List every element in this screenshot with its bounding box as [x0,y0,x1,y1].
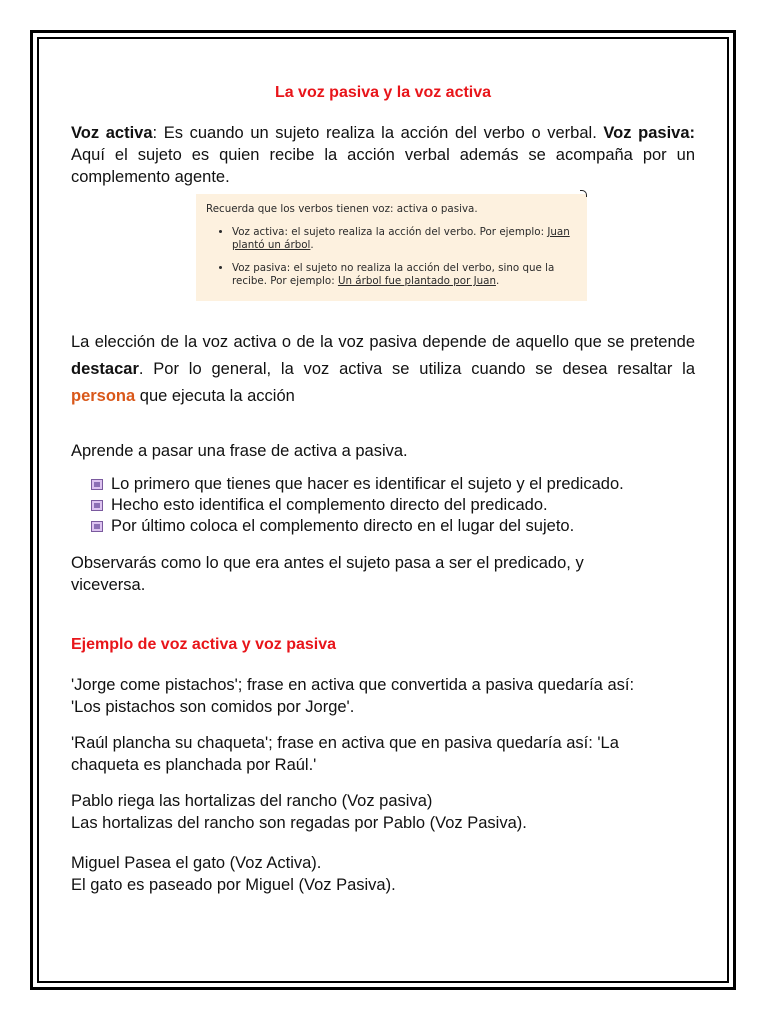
observation-paragraph: Observarás como lo que era antes el sujeto pasa a ser el predicado, y viceversa. [71,554,584,594]
step-text: Lo primero que tienes que hacer es identificar el sujeto y el predicado. [111,475,624,493]
passive-voice-text: Aquí el sujeto es quien recibe la acción verbal además se acompaña por un complemento agente. [71,146,695,186]
note-heading: Recuerda que los verbos tienen voz: activa o pasiva. [206,203,478,215]
example-3-line-2: Las hortalizas del rancho son regadas por Pablo (Voz Pasiva). [71,814,527,832]
election-paragraph [71,329,695,410]
example-2 [71,732,695,776]
note-item-passive-end: . [495,275,500,287]
example-2-line-1: 'Raúl plancha su chaqueta'; frase en activa que en pasiva quedaría así: 'La [71,734,619,752]
list-item [91,516,695,537]
note-item-active-example: Juan plantó un árbol [232,226,570,251]
book-bullet-icon [91,500,103,511]
note-item-active [232,226,577,252]
steps-list [91,474,695,537]
example-4-line-1: Miguel Pasea el gato (Voz Activa). [71,854,322,872]
election-highlight-word: persona [71,387,136,405]
definitions-paragraph [71,122,695,188]
document-title: La voz pasiva y la voz activa [274,84,492,101]
book-bullet-icon [91,479,103,490]
election-bold-word: destacar [71,360,139,378]
note-list [206,226,577,288]
note-item-active-text: Voz activa: el sujeto realiza la acción del verbo. Por ejemplo: [232,226,548,238]
reminder-note-image [196,194,587,301]
example-1-line-1: 'Jorge come pistachos'; frase en activa que convertida a pasiva quedaría así: [71,676,635,694]
example-1-line-2: 'Los pistachos son comidos por Jorge'. [71,698,355,716]
note-item-active-end: . [310,239,314,251]
example-2-line-2: chaqueta es planchada por Raúl.' [71,756,317,774]
note-item-passive-example: Un árbol fue plantado por Juan [337,275,496,287]
election-text-2: . Por lo general, la voz activa se utiliza cuando se desea resaltar la [138,360,695,378]
passive-voice-label: Voz pasiva: [603,124,695,142]
learn-intro: Aprende a pasar una frase de activa a pasiva. [71,442,408,460]
list-item [91,495,695,516]
note-corner-mark [580,190,587,197]
active-voice-label: Voz activa [71,124,153,142]
note-item-passive [232,262,577,288]
examples-title: Ejemplo de voz activa y voz pasiva [71,636,336,653]
example-3 [71,790,695,834]
note-item-passive-text: Voz pasiva: el sujeto no realiza la acción del verbo, sino que la recibe. Por ejemplo: [232,262,555,287]
example-1 [71,674,695,718]
example-4 [71,852,695,896]
document-content [71,72,695,896]
example-4-line-2: El gato es paseado por Miguel (Voz Pasiva). [71,876,396,894]
active-voice-text: : Es cuando un sujeto realiza la acción del verbo o verbal. [152,124,597,142]
step-text: Por último coloca el complemento directo en el lugar del sujeto. [111,517,575,535]
election-text-1: La elección de la voz activa o de la voz pasiva depende de aquello que se pretende [71,333,695,351]
book-bullet-icon [91,521,103,532]
election-text-3: que ejecuta la acción [135,387,295,405]
list-item [91,474,695,495]
example-3-line-1: Pablo riega las hortalizas del rancho (Voz pasiva) [71,792,433,810]
step-text: Hecho esto identifica el complemento directo del predicado. [111,496,548,514]
